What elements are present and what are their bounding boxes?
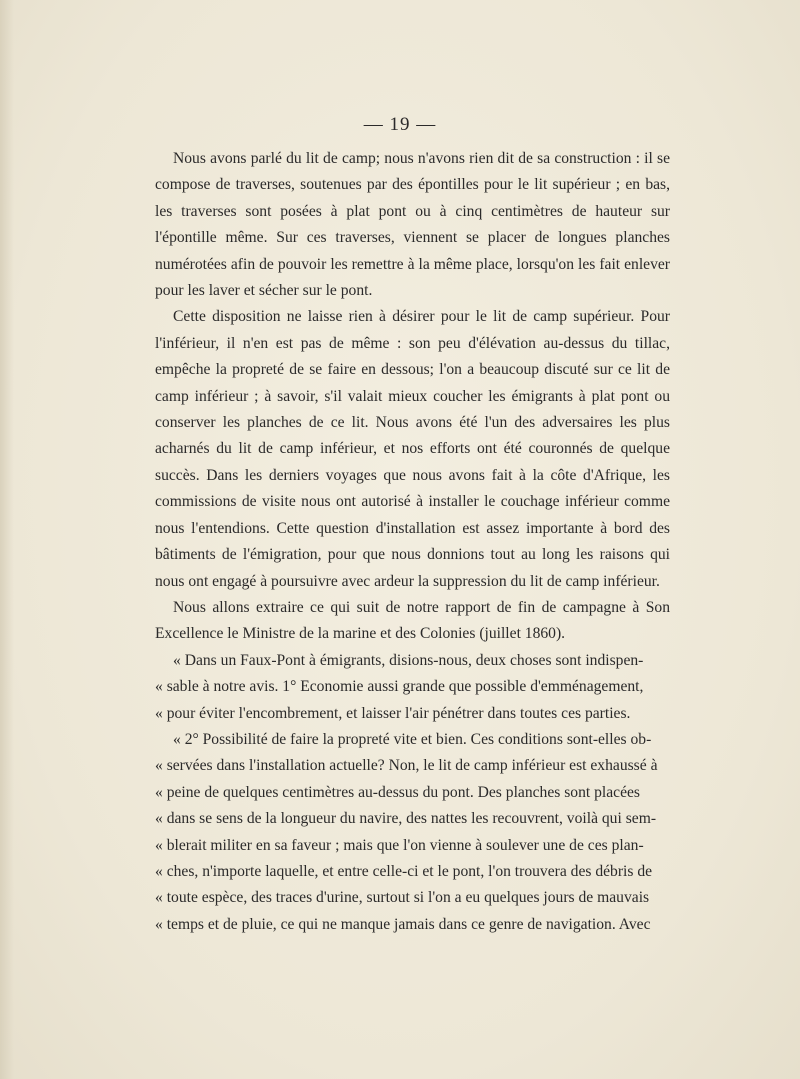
- quote-line: « toute espèce, des traces d'urine, surtout si l'on a eu quelques jours de mauvais: [155, 889, 650, 907]
- quote-line: « blerait militer en sa faveur ; mais que l'on vienne à soulever une de ces plan-: [155, 836, 644, 854]
- quote-line: « ches, n'importe laquelle, et entre celle-ci et le pont, l'on trouvera des débris de: [155, 862, 653, 880]
- quote-line: « dans se sens de la longueur du navire, des nattes les recouvrent, voilà qui sem-: [155, 810, 657, 828]
- body-text: [155, 146, 670, 938]
- quote-line: « 2° Possibilité de faire la propreté vite et bien. Ces conditions sont-elles ob-: [173, 730, 652, 748]
- quote-line: « sable à notre avis. 1° Economie aussi grande que possible d'emménagement,: [155, 678, 644, 696]
- quoted-report: [155, 648, 670, 938]
- quote-line: « temps et de pluie, ce qui ne manque jamais dans ce genre de navigation. Avec: [155, 915, 651, 933]
- quote-line: « servées dans l'installation actuelle? Non, le lit de camp inférieur est exhaussé à: [155, 757, 658, 775]
- binding-edge: [0, 0, 14, 1079]
- paragraph-disposition: Cette disposition ne laisse rien à désirer pour le lit de camp supérieur. Pour l'inférieur, il n'en est pas de même : son peu d'élévation au-dessus du tillac, empêche la propreté de se faire en dessous; l'on a beaucoup discuté sur ce lit de camp inférieur ; à savoir, s'il valait mieux coucher les émigrants à plat pont ou conserver les planches de ce lit. Nous avons été l'un des adversaires les plus acharnés du lit de camp inférieur, et nos efforts ont été couronnés de quelque succès. Dans les derniers voyages que nous avons fait à la côte d'Afrique, les commissions de visite nous ont autorisé à installer le couchage inférieur comme nous l'entendions. Cette question d'installation est assez importante à bord des bâtiments de l'émigration, pour que nous donnions tout au long les raisons qui nous ont engagé à poursuivre avec ardeur la suppression du lit de camp inférieur.: [155, 308, 670, 590]
- paragraph-construction: Nous avons parlé du lit de camp; nous n'avons rien dit de sa construction : il se compose de traverses, soutenues par des épontilles pour le lit supérieur ; en bas, les traverses sont posées à plat pont ou à cinq centimètres de hauteur sur l'épontille même. Sur ces traverses, viennent se placer de longues planches numérotées afin de pouvoir les remettre à la même place, lorsqu'on les fait enlever pour les laver et sécher sur le pont.: [155, 150, 670, 300]
- page-number: — 19 —: [363, 114, 437, 135]
- quote-line: « peine de quelques centimètres au-dessus du pont. Des planches sont placées: [155, 783, 640, 801]
- quote-line: « pour éviter l'encombrement, et laisser l'air pénétrer dans toutes ces parties.: [155, 704, 631, 722]
- paragraph-rapport: Nous allons extraire ce qui suit de notre rapport de fin de campagne à Son Excellence le Ministre de la marine et des Colonies (juillet 1860).: [155, 598, 670, 643]
- quote-line: « Dans un Faux-Pont à émigrants, disions-nous, deux choses sont indispen-: [173, 651, 644, 669]
